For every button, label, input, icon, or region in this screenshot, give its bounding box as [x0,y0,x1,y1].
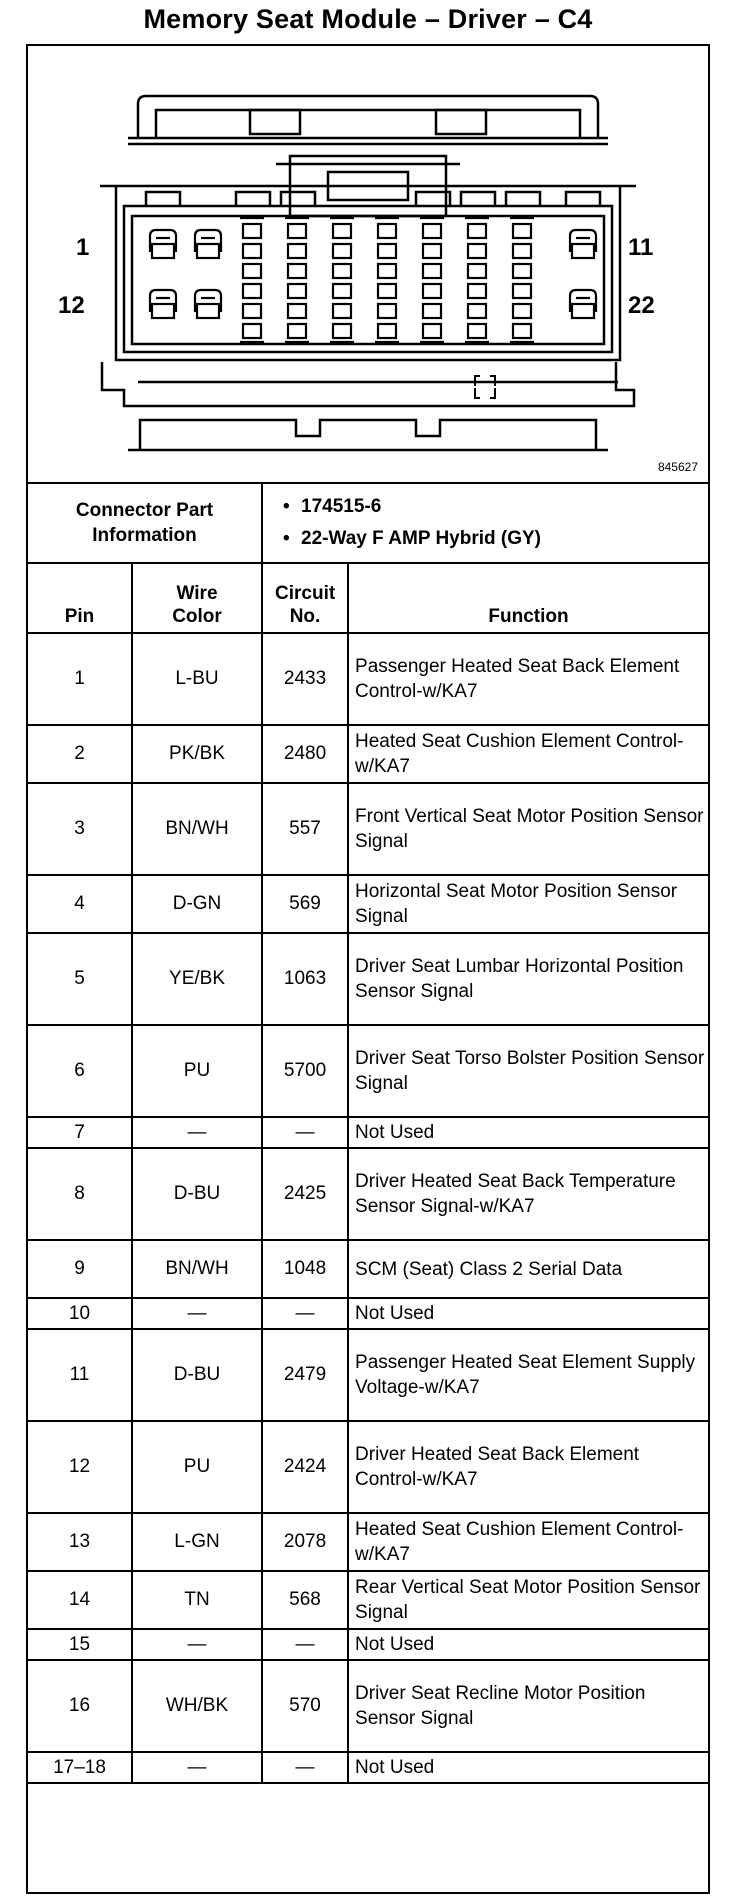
pinout-rows [28,633,708,1783]
table-row [28,1117,708,1148]
pin-label-1: 1 [76,234,90,261]
table-row [28,1660,708,1752]
column-header-circuit: Circuit No. [262,563,348,633]
connector-diagram [28,46,708,484]
wire-color-cell: WH/BK [132,1660,262,1752]
function-cell: Not Used [348,1629,708,1660]
wire-color-cell: — [132,1117,262,1148]
function-cell: Rear Vertical Seat Motor Position Sensor Signal [348,1571,708,1629]
table-row [28,633,708,725]
wire-color-cell: L-BU [132,633,262,725]
circuit-cell: 2425 [262,1148,348,1240]
wire-color-cell: L-GN [132,1513,262,1571]
header-row [28,563,708,633]
table-row [28,1329,708,1421]
pin-label-22: 22 [628,292,655,319]
table-row [28,783,708,875]
connector-sheet [26,44,710,1894]
table-row [28,1571,708,1629]
table-row [28,725,708,783]
wire-color-cell: D-GN [132,875,262,933]
pin-cell: 7 [28,1117,132,1148]
function-cell: Not Used [348,1117,708,1148]
wire-color-cell: YE/BK [132,933,262,1025]
function-cell: Not Used [348,1298,708,1329]
function-cell: Passenger Heated Seat Back Element Control-w/KA7 [348,633,708,725]
pin-cell: 9 [28,1240,132,1298]
pin-cell: 6 [28,1025,132,1117]
circuit-cell: 2078 [262,1513,348,1571]
circuit-cell: 1063 [262,933,348,1025]
table-row [28,1148,708,1240]
circuit-cell: 2433 [262,633,348,725]
pinout-table [28,482,708,1784]
function-cell: Not Used [348,1752,708,1783]
function-cell: Heated Seat Cushion Element Control-w/KA7 [348,725,708,783]
wire-color-cell: — [132,1298,262,1329]
connector-info-row [28,483,708,563]
circuit-cell: 570 [262,1660,348,1752]
function-cell: Driver Seat Recline Motor Position Sensor Signal [348,1660,708,1752]
pin-cell: 13 [28,1513,132,1571]
wire-color-cell: — [132,1752,262,1783]
pin-cell: 15 [28,1629,132,1660]
table-row [28,1629,708,1660]
circuit-cell: 569 [262,875,348,933]
wire-color-cell: PU [132,1025,262,1117]
pin-cell: 10 [28,1298,132,1329]
function-cell: Heated Seat Cushion Element Control-w/KA7 [348,1513,708,1571]
table-row [28,1513,708,1571]
figure-number: 845627 [657,460,698,474]
circuit-cell: 1048 [262,1240,348,1298]
pin-cell: 2 [28,725,132,783]
pin-cell: 12 [28,1421,132,1513]
wire-color-cell: D-BU [132,1148,262,1240]
table-row [28,1421,708,1513]
circuit-cell: 557 [262,783,348,875]
function-cell: SCM (Seat) Class 2 Serial Data [348,1240,708,1298]
pin-label-12: 12 [58,292,85,319]
connector-drawing [28,46,708,482]
pin-cell: 16 [28,1660,132,1752]
connector-info-values [262,483,708,563]
wire-color-cell: PU [132,1421,262,1513]
table-row [28,1752,708,1783]
table-row [28,1298,708,1329]
circuit-cell: 2424 [262,1421,348,1513]
pin-cell: 8 [28,1148,132,1240]
circuit-cell: — [262,1117,348,1148]
circuit-cell: — [262,1752,348,1783]
pin-cell: 17–18 [28,1752,132,1783]
column-header-wire-color: Wire Color [132,563,262,633]
wire-color-cell: BN/WH [132,783,262,875]
column-header-pin: Pin [28,563,132,633]
circuit-cell: 2479 [262,1329,348,1421]
column-header-function: Function [348,563,708,633]
function-cell: Driver Heated Seat Back Temperature Sensor Signal-w/KA7 [348,1148,708,1240]
page-title: Memory Seat Module – Driver – C4 [143,4,593,34]
table-row [28,875,708,933]
pin-label-11: 11 [628,234,654,261]
pin-cell: 3 [28,783,132,875]
connector-info-label: Connector Part Information [28,483,262,563]
wire-color-cell: PK/BK [132,725,262,783]
circuit-cell: — [262,1298,348,1329]
function-cell: Horizontal Seat Motor Position Sensor Signal [348,875,708,933]
function-cell: Passenger Heated Seat Element Supply Voltage-w/KA7 [348,1329,708,1421]
circuit-cell: 2480 [262,725,348,783]
connector-part-number: • 174515-6 [301,491,708,523]
wire-color-cell: BN/WH [132,1240,262,1298]
table-row [28,1025,708,1117]
function-cell: Driver Seat Torso Bolster Position Sensor Signal [348,1025,708,1117]
circuit-cell: 5700 [262,1025,348,1117]
connector-description: • 22-Way F AMP Hybrid (GY) [301,523,708,555]
table-row [28,1240,708,1298]
function-cell: Front Vertical Seat Motor Position Sensor Signal [348,783,708,875]
pin-cell: 4 [28,875,132,933]
wire-color-cell: — [132,1629,262,1660]
function-cell: Driver Heated Seat Back Element Control-w/KA7 [348,1421,708,1513]
table-row [28,933,708,1025]
pin-cell: 14 [28,1571,132,1629]
pin-cell: 11 [28,1329,132,1421]
pin-cell: 5 [28,933,132,1025]
function-cell: Driver Seat Lumbar Horizontal Position Sensor Signal [348,933,708,1025]
pin-cell: 1 [28,633,132,725]
circuit-cell: — [262,1629,348,1660]
wire-color-cell: TN [132,1571,262,1629]
circuit-cell: 568 [262,1571,348,1629]
wire-color-cell: D-BU [132,1329,262,1421]
